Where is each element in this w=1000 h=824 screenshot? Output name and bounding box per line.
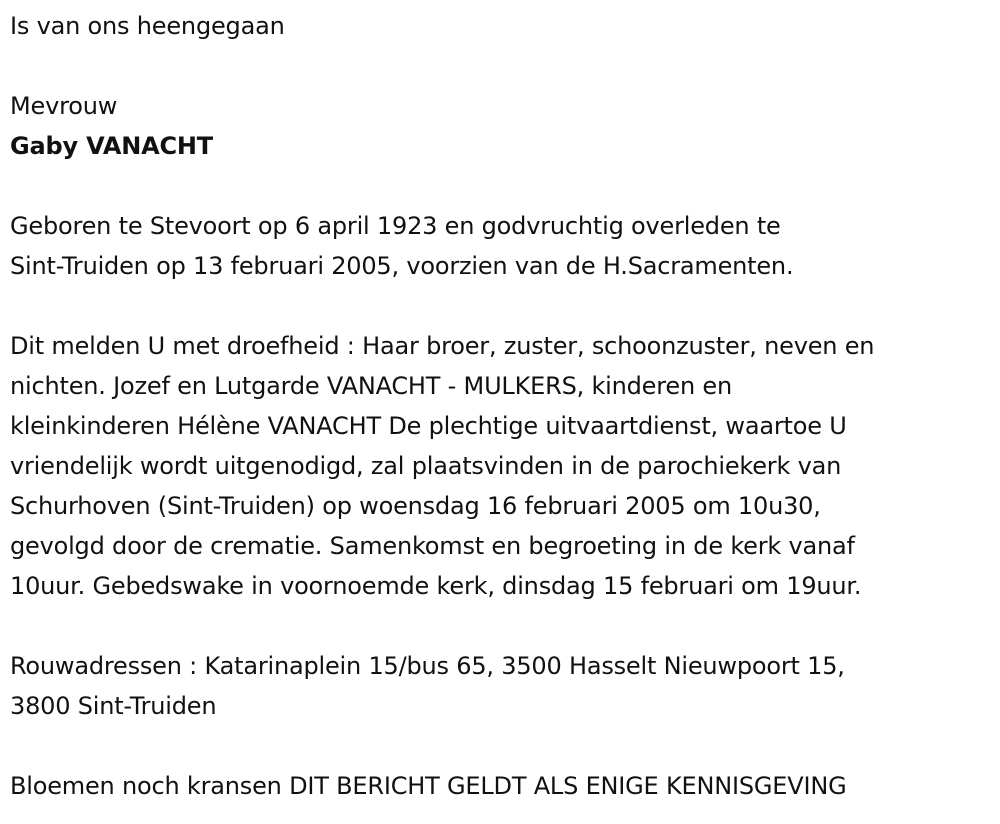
paragraph-line: 10uur. Gebedswake in voornoemde kerk, dinsdag 15 februari om 19uur. xyxy=(10,572,862,600)
paragraph-line: Rouwadressen : Katarinaplein 15/bus 65, 3500 Hasselt Nieuwpoort 15, xyxy=(10,652,845,680)
deceased-name: Gaby VANACHT xyxy=(10,132,213,160)
paragraph-line: gevolgd door de crematie. Samenkomst en begroeting in de kerk vanaf xyxy=(10,532,855,560)
paragraph-line: Schurhoven (Sint-Truiden) op woensdag 16 februari 2005 om 10u30, xyxy=(10,492,821,520)
paragraph-line: Dit melden U met droefheid : Haar broer, zuster, schoonzuster, neven en xyxy=(10,332,875,360)
family-paragraph xyxy=(10,326,1000,606)
paragraph-line: vriendelijk wordt uitgenodigd, zal plaatsvinden in de parochiekerk van xyxy=(10,452,842,480)
spacer xyxy=(10,46,1000,86)
spacer xyxy=(10,166,1000,206)
paragraph-line: 3800 Sint-Truiden xyxy=(10,692,217,720)
paragraph-line: Sint-Truiden op 13 februari 2005, voorzien van de H.Sacramenten. xyxy=(10,252,794,280)
addresses-paragraph xyxy=(10,646,1000,726)
paragraph-line: kleinkinderen Hélène VANACHT De plechtige uitvaartdienst, waartoe U xyxy=(10,412,847,440)
spacer xyxy=(10,286,1000,326)
closing-line: Bloemen noch kransen DIT BERICHT GELDT ALS ENIGE KENNISGEVING xyxy=(10,772,847,800)
spacer xyxy=(10,726,1000,766)
salutation: Mevrouw xyxy=(10,92,118,120)
intro-text: Is van ons heengegaan xyxy=(10,12,285,40)
spacer xyxy=(10,606,1000,646)
paragraph-line: Geboren te Stevoort op 6 april 1923 en godvruchtig overleden te xyxy=(10,212,781,240)
paragraph-line: nichten. Jozef en Lutgarde VANACHT - MULKERS, kinderen en xyxy=(10,372,732,400)
birth-death-paragraph xyxy=(10,206,1000,286)
